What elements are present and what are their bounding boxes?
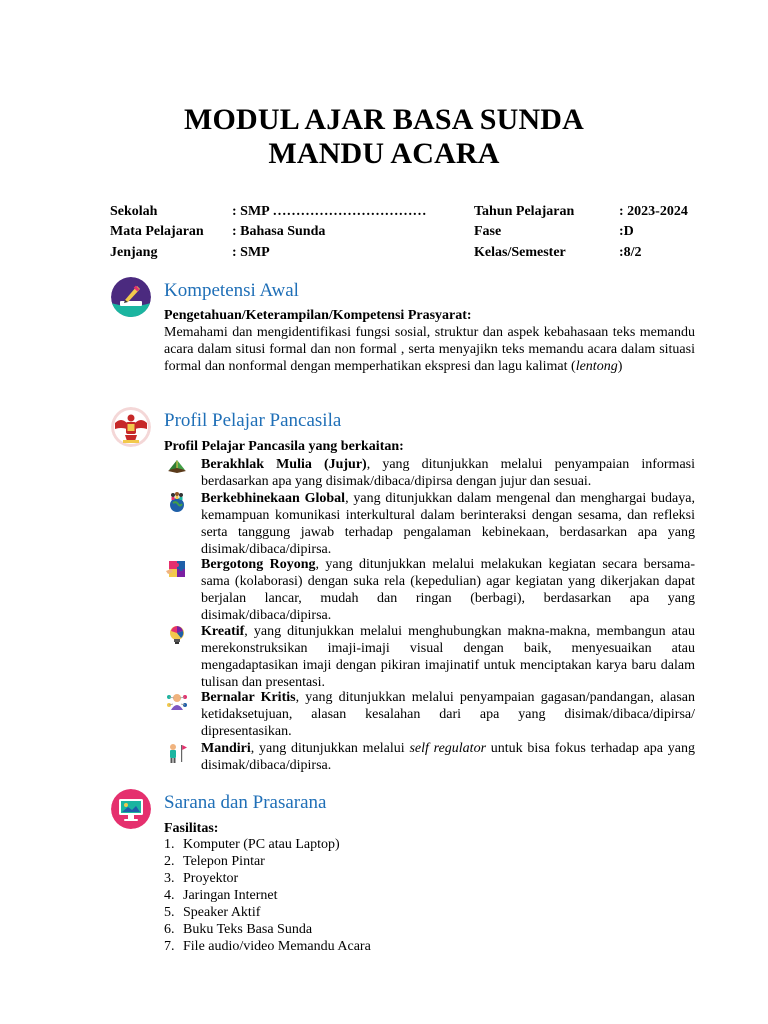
kompetensi-subheading: Pengetahuan/Keterampilan/Kompetensi Prasyarat: [164,308,472,323]
profil-item-text-end: untuk bisa fokus terhadap apa yang disimak/dibaca/dipirsa. [201,741,695,773]
garuda-icon [111,407,151,447]
list-item [164,853,371,870]
list-text: Telepon Pintar [183,854,265,869]
kompetensi-text-end: ) [617,359,623,374]
computer-icon [111,789,151,829]
list-number: 6. [164,922,175,937]
list-number: 7. [164,939,175,954]
info-fase-value: :D [619,224,634,239]
list-text: Proyektor [183,871,239,886]
info-mapel-label: Mata Pelajaran [110,224,204,239]
list-item [164,904,371,921]
profil-subheading: Profil Pelajar Pancasila yang berkaitan: [164,439,404,454]
person-flag-icon [166,742,188,764]
globe-people-icon [166,491,188,513]
sarana-heading: Sarana dan Prasarana [164,792,327,813]
info-mapel-value: : Bahasa Sunda [232,224,326,239]
info-sekolah-value: : SMP …………………………… [232,204,427,219]
lightbulb-icon [166,624,188,646]
kompetensi-heading: Kompetensi Awal [164,280,299,301]
info-sekolah-label: Sekolah [110,204,158,219]
book-quran-icon [166,456,188,478]
profil-item-text: , yang ditunjukkan melalui penyampaian informasi berdasarkan apa yang disimak/dibaca/dipirsa dengan jujur dan sesuai. [201,457,695,489]
list-text: Jaringan Internet [183,888,278,903]
fasilitas-list [164,836,371,955]
profil-item-text: , yang ditunjukkan melalui menghubungkan makna-makna, membangun atau merekonstruksikan imaji-imaji visual dengan baik, menyesuaikan atau mengadaptasikan imaji dengan pikiran imajinatif untuk menciptakan karya baru dalam tulisan dan presentasi. [201,624,695,690]
profil-item-title: Berakhlak Mulia (Jujur) [201,457,367,472]
profil-item-kebhinekaan [201,490,695,558]
list-number: 5. [164,905,175,920]
info-tahun-value: : 2023-2024 [619,204,688,219]
profil-item-title: Bernalar Kritis [201,690,296,705]
list-text: File audio/video Memandu Acara [183,939,371,954]
kompetensi-italic: lentong [575,359,618,374]
profil-item-text: , yang ditunjukkan melalui melakukan kegiatan secara bersama-sama (kolaborasi) dengan suka rela (kepedulian) agar kegiatan yang dikerjakan dapat berjalan lancar, mudah dan ringan (berbagi), berdasarkan apa yang disimak/dibaca/dipirsa. [201,557,695,623]
sarana-subheading: Fasilitas: [164,821,219,836]
profil-item-title: Berkebhinekaan Global [201,491,346,506]
list-number: 2. [164,854,175,869]
list-text: Buku Teks Basa Sunda [183,922,313,937]
info-kelas-label: Kelas/Semester [474,245,566,260]
list-number: 3. [164,871,175,886]
profil-item-bernalar-kritis [201,689,695,740]
info-fase-label: Fase [474,224,502,239]
list-item [164,836,371,853]
list-item [164,921,371,938]
list-item [164,887,371,904]
profil-item-title: Kreatif [201,624,245,639]
profil-heading: Profil Pelajar Pancasila [164,410,342,431]
list-item [164,938,371,955]
document-title-line2: MANDU ACARA [268,137,500,170]
profil-item-title: Bergotong Royong [201,557,316,572]
info-kelas-value: :8/2 [619,245,642,260]
document-title-line1: MODUL AJAR BASA SUNDA [183,103,585,136]
profil-item-text: , yang ditunjukkan melalui [250,741,410,756]
brain-network-icon [166,690,188,712]
kompetensi-paragraph [164,324,695,375]
info-tahun-label: Tahun Pelajaran [474,204,575,219]
profil-item-jujur [201,456,695,490]
list-item [164,870,371,887]
profil-item-mandiri [201,740,695,774]
profil-item-gotong-royong [201,556,695,624]
list-text: Komputer (PC atau Laptop) [183,837,340,852]
kompetensi-text: Memahami dan mengidentifikasi fungsi sosial, struktur dan aspek kebahasaan teks memandu acara dalam situsi formal dan non formal , serta menyajikn teks memandu acara dalam situasi formal dan nonformal dengan memperhatikan ekspresi dan lagu kalimat ( [164,325,695,374]
list-text: Speaker Aktif [183,905,261,920]
info-jenjang-label: Jenjang [110,245,158,260]
profil-item-text: , yang ditunjukkan dalam mengenal dan menghargai budaya, kemampuan komunikasi interkultural dalam berinteraksi dengan sesama, dan refleksi serta tanggung jawab terhadap pengalaman kebinekaan, berdasarkan apa yang disimak/dibaca/dipirsa. [201,491,695,557]
list-number: 1. [164,837,175,852]
profil-item-title: Mandiri [201,741,251,756]
info-jenjang-value: : SMP [232,245,270,260]
profil-item-text: , yang ditunjukkan melalui penyampaian gagasan/pandangan, alasan ketidaksetujuan, alasan kesalahan dari apa yang disimak/dibaca/dipirsa/ dipresentasikan. [201,690,695,739]
profil-item-kreatif [201,623,695,691]
profil-item-italic: self regulator [409,741,487,756]
list-number: 4. [164,888,175,903]
puzzle-hands-icon [166,558,188,580]
kompetensi-icon [111,277,151,317]
